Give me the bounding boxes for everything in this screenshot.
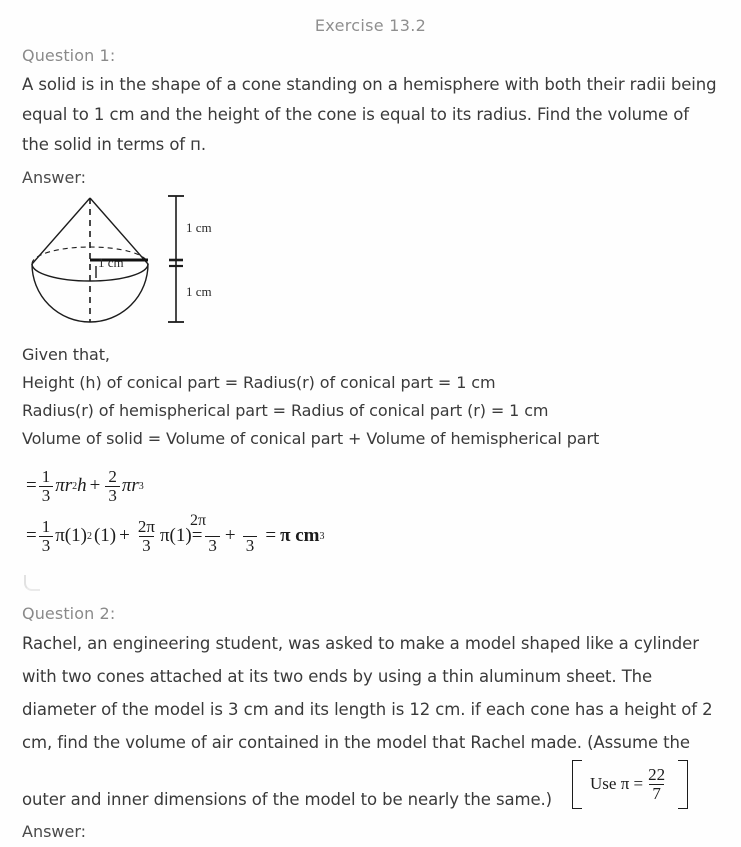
formula2-fraction-third-a [205,518,220,555]
formula2-frac4-numerator-blank [241,518,260,536]
formula2-fraction-one-third [39,518,54,555]
formula2-result: π cm [280,525,320,547]
formula2-term1-tail: (1) [93,525,117,547]
formula2-equals-2: = [191,525,203,547]
formula1-frac2-numerator: 2 [108,467,117,486]
formula2-frac3-numerator-blank [205,518,220,536]
pi-fraction [645,766,668,803]
formula2-equals: = [26,525,37,547]
use-pi-content [582,760,678,809]
question-1-heading: Question 1: [22,46,116,65]
formula2-term2-group [159,512,207,547]
formula2-frac2-numerator: 2π [137,517,155,536]
question-1-answer-label: Answer: [22,168,87,187]
formula2-term2: π(1) [159,525,192,547]
formula2-plus-1: + [119,525,130,547]
formula2-term1: π(1) [55,525,87,547]
question-2-answer-label: Answer: [22,822,87,841]
formula2-equals-3: = [265,525,277,547]
use-pi-prefix: Use π = [590,774,644,794]
formula1-term2-exponent: 3 [138,480,144,492]
formula1-term1-tail: h [77,475,87,497]
formula2-frac4-denominator: 3 [243,536,258,555]
solution-radius-line: Radius(r) of hemispherical part = Radius of conical part (r) = 1 cm [22,401,549,420]
formula1-term1: πr [55,475,73,497]
cone-on-hemisphere-figure [18,192,248,340]
bracket-left [572,760,582,809]
formula2-frac3-denominator: 3 [205,536,220,555]
page-title: Exercise 13.2 [314,16,427,35]
formula1-fraction-one-third [39,468,54,505]
formula1-equals: = [26,475,37,497]
formula2-fraction-two-pi-thirds [135,518,158,555]
question-1-text-line-3: the solid in terms of п. [22,135,206,154]
cone-slant-left [32,198,90,264]
formula1-plus: + [89,475,101,497]
pi-fraction-numerator: 22 [648,765,666,784]
question-2-text-line-1: Rachel, an engineering student, was asked to make a model shaped like a cylinder [22,634,699,653]
formula2-overlap-two-pi: 2π [189,512,207,530]
question-2-heading: Question 2: [22,604,116,623]
pi-fraction-denominator: 7 [649,784,664,803]
use-pi-note [572,760,688,809]
formula1-frac2-denominator: 3 [105,486,120,505]
formula-volume-substituted [26,512,325,555]
formula1-fraction-two-thirds [105,468,120,505]
formula-volume-expanded [26,468,144,505]
question-2-text-line-3: diameter of the model is 3 cm and its length is 12 cm. if each cone has a height of 2 [22,700,713,719]
formula2-term1-exponent: 2 [86,530,92,542]
formula2-frac1-numerator: 1 [41,517,51,536]
question-1-text-line-2: equal to 1 cm and the height of the cone is equal to its radius. Find the volume of [22,105,689,124]
formula1-frac1-denominator: 3 [39,486,54,505]
formula2-frac2-denominator: 3 [139,536,154,555]
formula2-fraction-third-b [241,518,260,555]
formula1-term1-exponent: 2 [72,480,78,492]
formula1-term2: πr [121,475,139,497]
formula1-frac1-numerator: 1 [41,467,51,486]
solution-volume-line: Volume of solid = Volume of conical part + Volume of hemispherical part [22,429,600,448]
radius-label: 1 cm [98,255,124,270]
cone-height-label: 1 cm [186,220,212,235]
solution-height-line: Height (h) of conical part = Radius(r) of conical part = 1 cm [22,373,496,392]
figure-svg [18,192,248,340]
formula2-frac1-denominator: 3 [39,536,54,555]
question-1-text-line-1: A solid is in the shape of a cone standing on a hemisphere with both their radii being [22,75,717,94]
question-2-text-line-5: outer and inner dimensions of the model to be nearly the same.) [22,790,552,809]
question-2-text-line-2: with two cones attached at its two ends by using a thin aluminum sheet. The [22,667,653,686]
bracket-right [678,760,688,809]
formula2-plus-2: + [224,525,236,547]
scan-artifact [24,575,40,591]
formula2-result-exponent: 3 [319,530,325,542]
hemisphere-radius-label: 1 cm [186,284,212,299]
question-2-text-line-4: cm, find the volume of air contained in the model that Rachel made. (Assume the [22,733,690,752]
solution-given-that: Given that, [22,345,110,364]
